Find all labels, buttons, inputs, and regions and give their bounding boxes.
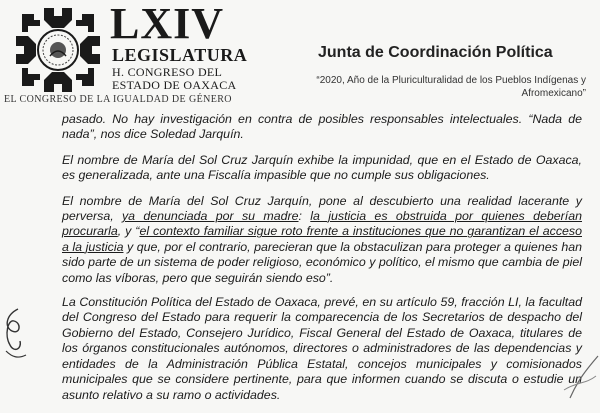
office-title: Junta de Coordinación Política xyxy=(318,44,553,61)
paragraph-1-text: pasado. No hay investigación en contra de posibles responsables intelectuales. xyxy=(62,112,529,126)
year-motto-line-1: “2020, Año de la Pluriculturalidad de los Pueblos Indígenas y xyxy=(316,75,586,86)
legislature-number: LXIV xyxy=(110,0,225,48)
paragraph-1-quote: “Nada de nada”, nos dice Soledad Jarquín. xyxy=(62,112,582,142)
congress-tagline: EL CONGRESO DE LA IGUALDAD DE GÉNERO xyxy=(4,94,232,105)
year-motto xyxy=(286,74,586,100)
paragraph-3-mid-2: , y “ xyxy=(117,224,140,239)
legislature-word: LEGISLATURA xyxy=(112,45,248,65)
paragraph-4: La Constitución Política del Estado de Oaxaca, prevé, en su artículo 59, fracción LI, la facultad del Congreso del Estado para requerir la comparecencia de los Secretarios de despacho del Gobierno del Estado, Consejero Jurídico, Fiscal General del Estado de Oaxaca, titulares de los órganos constitucionales autónomos, directores o administradores de las dependencias y entidades de la Administración Pública Estatal, concejos municipales y comisionados municipales que se considere pertinente, para que informen cuando se discuta o estudie un asunto relativo a su ramo o actividades. xyxy=(62,295,582,402)
paragraph-2: El nombre de María del Sol Cruz Jarquín exhibe la impunidad, que en el Estado de Oaxaca, es generalizada, ante una Fiscalía impasible que no cumple sus obligaciones. xyxy=(62,152,582,183)
congress-line-2: ESTADO DE OAXACA xyxy=(112,78,237,92)
paragraph-3-underline-3: el contexto familiar sigue roto frente a instituciones que no garantizan el acceso a la justicia xyxy=(62,224,582,254)
paragraph-3 xyxy=(62,194,582,286)
congress-line-1: H. CONGRESO DEL xyxy=(112,65,223,79)
paragraph-1 xyxy=(62,112,582,143)
paragraph-3-underline-2: la justicia es obstruida por quienes deberían procurarla xyxy=(62,209,582,239)
congress-seal-icon xyxy=(14,6,102,94)
document-body xyxy=(62,112,582,413)
paragraph-3-start: El nombre de María del Sol Cruz Jarquín, pone al descubierto una realidad lacerante y perversa, xyxy=(62,193,582,224)
year-motto-line-2: Afromexicano” xyxy=(521,88,586,99)
page-edge-mark-icon xyxy=(560,350,600,400)
paragraph-3-end: y que, por el contrario, parecieran que la obstaculizan para proteger a quienes han sido parte de un sistema de poder religioso, económico y político, el mismo que cambia de piel como las víboras, pero que seguirán siendo eso”. xyxy=(62,239,583,285)
paragraph-3-mid-1: : xyxy=(298,209,311,224)
margin-scribble-icon xyxy=(0,305,30,365)
paragraph-3-underline-1: ya denunciada por su madre xyxy=(121,209,299,224)
